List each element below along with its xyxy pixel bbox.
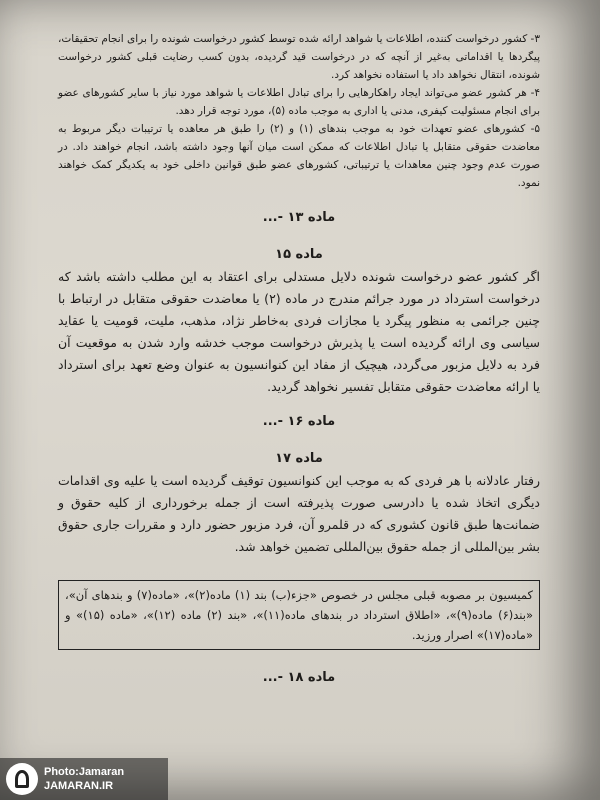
jamaran-logo-icon bbox=[6, 763, 38, 795]
watermark-line-2: JAMARAN.IR bbox=[44, 780, 114, 792]
article-15-text: اگر کشور عضو درخواست شونده دلایل مستدلی برای اعتقاد به این مطلب داشته باشد که درخواست استرداد در مورد جرائم مندرج در ماده (۲) یا معاضدت حقوقی متقابل در ارتباط با چنین جرائمی به منظور پیگرد یا مجازات فردی به‌خاطر نژاد، مذهب، ملیت، قومیت یا عقاید سیاسی وی ارائه گردیده است یا پذیرش درخواست موجب خدشه وارد شدن به موقعیت آن فرد به دلایل مزبور می‌گردد، هیچیک از مفاد این کنوانسیون به عنوان وضع تعهد برای استرداد یا ارائه معاضدت حقوقی متقابل تفسیر نخواهد گردید. bbox=[58, 269, 541, 394]
paragraph-14-4: ۴- هر کشور عضو می‌تواند ایجاد راهکارهایی را برای تبادل اطلاعات یا شواهد مورد نیاز با سایر کشورهای عضو برای انجام مسئولیت کیفری، مدنی یا اداری به موجب ماده (۵)، مورد توجه قرار دهد. bbox=[58, 87, 540, 117]
watermark bbox=[0, 758, 168, 800]
paragraph-14-3: ۳- کشور درخواست کننده، اطلاعات یا شواهد ارائه شده توسط کشور درخواست شونده را برای انجام تحقیقات، پیگردها یا اقداماتی به‌غیر از آنچه که در درخواست قید گردیده، بدون کسب رضایت قبلی کشور درخواست شونده، انتقال نخواهد داد یا استفاده نخواهد کرد. bbox=[58, 33, 540, 81]
article-16-heading: ماده ۱۶ -... bbox=[262, 414, 336, 429]
article-18-heading: ماده ۱۸ -... bbox=[262, 670, 336, 685]
article-17-text: رفتار عادلانه با هر فردی که به موجب این کنوانسیون توقیف گردیده است یا علیه وی اقدامات دیگری اتخاذ شده یا دادرسی صورت پذیرفته است از جمله برخورداری از کلیه حقوق و ضمانت‌ها طبق قانون کشوری که در قلمرو آن، فرد مزبور حضور دارد و مقررات جاری حقوق بشر بین‌المللی از جمله حقوق بین‌المللی تضمین خواهد شد. bbox=[58, 473, 540, 554]
paragraph-14-5: ۵- کشورهای عضو تعهدات خود به موجب بندهای (۱) و (۲) را طبق هر معاهده یا ترتیبات دیگر مربوط به معاضدت حقوقی متقابل یا تبادل اطلاعات که ممکن است میان آنها وجود داشته باشد، انجام خواهند داد. در صورت عدم وجود چنین معاهدات یا ترتیباتی، کشورهای عضو طبق قوانین داخلی خود به یکدیگر کمک خواهند نمود. bbox=[58, 123, 540, 189]
document-body bbox=[58, 30, 540, 685]
commission-note-box: کمیسیون بر مصوبه قبلی مجلس در خصوص «جزء(ب) بند (۱) ماده(۲)»، «ماده(۷) و بندهای آن»، «بند(۶) ماده(۹)»، «اطلاق استرداد در بندهای ماده(۱۱)»، «بند (۲) ماده (۱۲)»، «ماده (۱۵)» و «ماده(۱۷)» اصرار ورزید. bbox=[58, 580, 540, 650]
watermark-text bbox=[44, 765, 124, 793]
article-13-heading: ماده ۱۳ -... bbox=[262, 210, 336, 225]
article-17-heading: ماده ۱۷ bbox=[275, 451, 323, 466]
article-15-heading: ماده ۱۵ bbox=[275, 247, 323, 262]
watermark-line-1: Photo:Jamaran bbox=[44, 766, 125, 778]
